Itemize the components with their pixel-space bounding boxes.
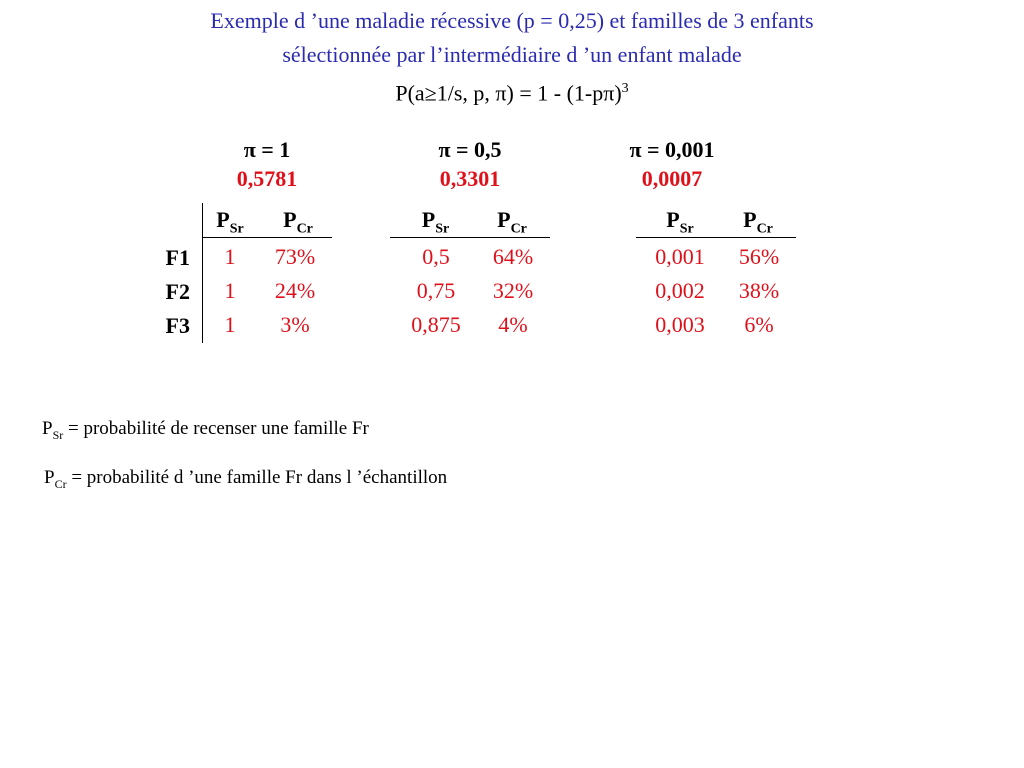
title-line-2: sélectionnée par l’intermédiaire d ’un enfant malade [282, 42, 742, 67]
t3-r2-pcr: 38% [738, 278, 780, 303]
header-sub-cr: Cr [296, 221, 313, 237]
formula-exponent: 3 [621, 81, 629, 96]
header-p-letter: P [497, 207, 511, 232]
t3-r3-pcr: 6% [744, 312, 774, 337]
header-sub-sr: Sr [679, 221, 694, 237]
header-rule-1 [202, 237, 332, 238]
header-p-letter: P [666, 207, 680, 232]
header-rule-2 [390, 237, 550, 238]
t3-r1-pcr: 56% [738, 244, 780, 269]
t2-r1-psr: 0,5 [422, 244, 450, 269]
def-text: = probabilité de recenser une famille Fr [63, 418, 369, 439]
header-p-letter: P [743, 207, 757, 232]
def-sub: Sr [52, 427, 64, 442]
formula-main: P(a≥1/s, p, π) = 1 - (1-pπ) [395, 80, 622, 106]
t2-r3-pcr: 4% [498, 312, 528, 337]
def-text: = probabilité d ’une famille Fr dans l ’échantillon [66, 467, 448, 488]
def-sub: Cr [54, 476, 67, 491]
pi-result-1: 0,5781 [236, 166, 298, 191]
title-line-1: Exemple d ’une maladie récessive (p = 0,25) et familles de 3 enfants [210, 8, 814, 33]
t2-r1-pcr: 64% [492, 244, 534, 269]
row-label-f2: F2 [165, 279, 190, 304]
header-p-letter: P [421, 207, 436, 232]
pi-result-2: 0,3301 [439, 166, 501, 191]
def-letter: P [42, 418, 53, 439]
header-sub-sr: Sr [229, 221, 244, 237]
row-label-f3: F3 [165, 313, 190, 338]
t1-r1-psr: 1 [224, 244, 236, 269]
row-label-divider [202, 203, 203, 343]
t1-r2-psr: 1 [224, 278, 236, 303]
pi-label-3: π = 0,001 [629, 137, 715, 162]
t1-r3-psr: 1 [224, 312, 236, 337]
pi-result-3: 0,0007 [641, 166, 703, 191]
t2-r3-psr: 0,875 [411, 312, 461, 337]
def-letter: P [44, 467, 55, 488]
header-p-letter: P [283, 207, 297, 232]
header-sub-cr: Cr [756, 221, 773, 237]
t3-r1-psr: 0,001 [655, 244, 705, 269]
t3-r2-psr: 0,002 [655, 278, 705, 303]
definition-psr [42, 416, 369, 448]
pi-label-2: π = 0,5 [438, 137, 502, 162]
header-sub-sr: Sr [435, 221, 450, 237]
t2-r2-psr: 0,75 [416, 278, 456, 303]
pi-label-1: π = 1 [243, 137, 291, 162]
t1-r1-pcr: 73% [274, 244, 316, 269]
row-label-f1: F1 [165, 245, 190, 270]
t1-r2-pcr: 24% [274, 278, 316, 303]
t3-r3-psr: 0,003 [655, 312, 705, 337]
t1-r3-pcr: 3% [280, 312, 310, 337]
header-sub-cr: Cr [510, 221, 527, 237]
t2-r2-pcr: 32% [492, 278, 534, 303]
header-p-letter: P [216, 207, 230, 232]
formula [0, 74, 1024, 108]
header-rule-3 [636, 237, 796, 238]
definition-pcr [44, 465, 447, 497]
